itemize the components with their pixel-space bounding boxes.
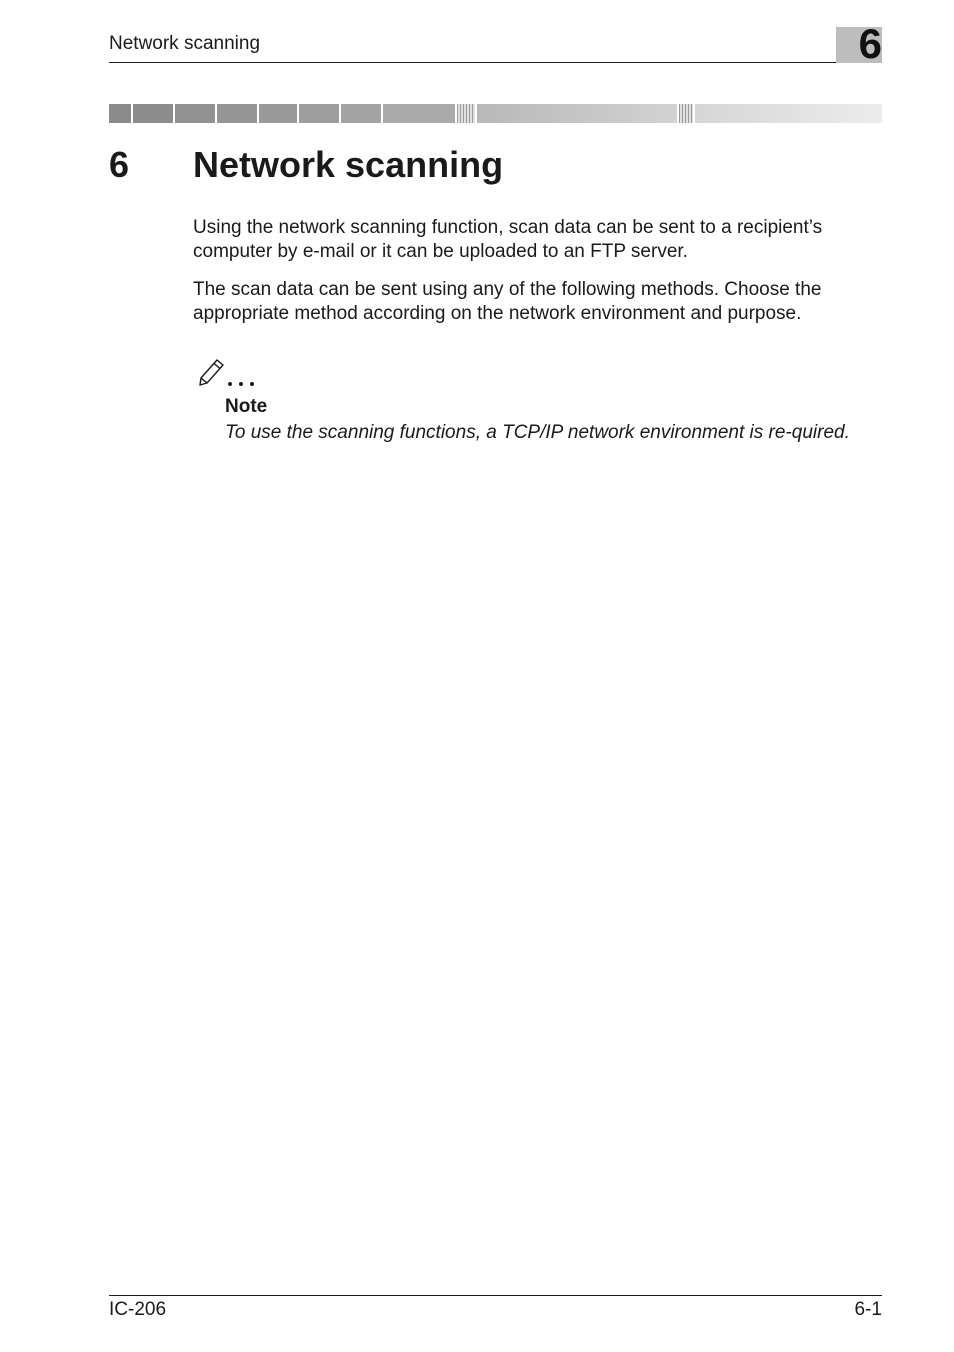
bar-segment-lines — [679, 104, 693, 123]
decorative-bar — [109, 104, 882, 123]
note-text: To use the scanning functions, a TCP/IP network environment is re-quired. — [225, 422, 850, 443]
bar-segment-lines — [457, 104, 475, 123]
chapter-tab — [836, 20, 882, 67]
footer-rule — [109, 1295, 882, 1296]
bar-segment — [383, 104, 455, 123]
note-label: Note — [225, 396, 268, 417]
body-paragraph-1: Using the network scanning function, scan data can be sent to a recipient’s computer by e-mail or it can be uploaded to an FTP server. — [193, 217, 823, 262]
bar-segment — [175, 104, 215, 123]
bar-segment — [477, 104, 677, 123]
footer-model: IC-206 — [109, 1299, 167, 1320]
header-rule — [109, 62, 882, 63]
chapter-title-text: Network scanning — [193, 144, 504, 185]
chapter-tab-number: 6 — [858, 20, 882, 67]
running-header: Network scanning — [109, 33, 261, 54]
body-paragraph-2: The scan data can be sent using any of the following methods. Choose the appropriate method according on the network environment and purpose. — [193, 279, 822, 324]
bar-segment — [341, 104, 381, 123]
bar-segment — [695, 104, 882, 123]
pencil-note-icon — [197, 356, 267, 388]
bar-segment — [299, 104, 339, 123]
footer-page-number: 6-1 — [854, 1299, 882, 1320]
bar-segment — [133, 104, 173, 123]
bar-segment — [109, 104, 131, 123]
bar-segment — [259, 104, 297, 123]
chapter-number: 6 — [109, 144, 130, 185]
bar-segment — [217, 104, 257, 123]
chapter-title — [109, 143, 503, 187]
